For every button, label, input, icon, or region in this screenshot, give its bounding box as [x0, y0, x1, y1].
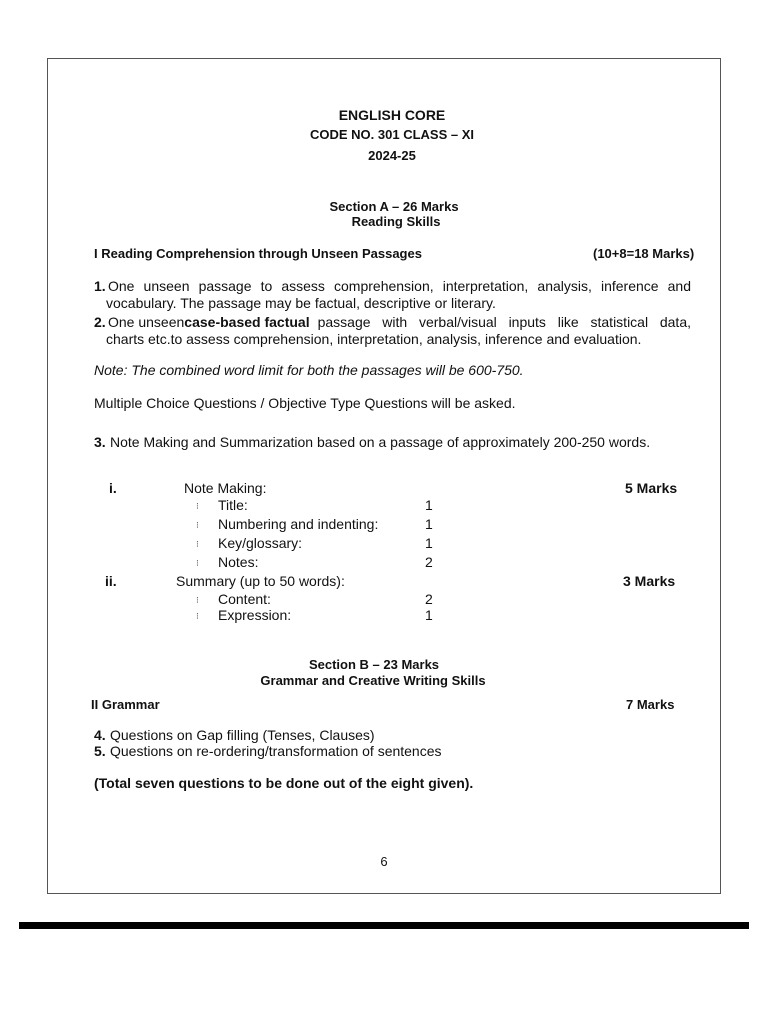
note-item-value: 1	[425, 516, 433, 532]
item-1-line-2: vocabulary. The passage may be factual, descriptive or literary.	[106, 295, 496, 311]
bullet-icon: ⁝	[196, 611, 199, 621]
note-item-label: Title:	[218, 497, 248, 513]
item-2-line-2: charts etc.to assess comprehension, interpretation, analysis, inference and evaluation.	[106, 331, 642, 347]
note-item-label: Numbering and indenting:	[218, 516, 379, 532]
bullet-icon: ⁝	[196, 539, 199, 549]
summary-item-value: 2	[425, 591, 433, 607]
item-1-number: 1.	[94, 278, 106, 294]
document-title: ENGLISH CORE	[338, 107, 446, 123]
bullet-icon: ⁝	[196, 558, 199, 568]
item-2-number: 2.	[94, 314, 106, 330]
grammar-marks: 7 Marks	[626, 697, 675, 712]
note-item-value: 1	[425, 497, 433, 513]
summary-item-value: 1	[425, 607, 433, 623]
grammar-heading: II Grammar	[91, 697, 160, 712]
reading-heading: I Reading Comprehension through Unseen Passages	[94, 246, 422, 261]
note-item-value: 1	[425, 535, 433, 551]
item-2-pre: One unseen	[108, 314, 185, 330]
bottom-divider	[19, 922, 749, 929]
note-making-number: i.	[109, 480, 117, 496]
summary-item-label: Content:	[218, 591, 271, 607]
page-number: 6	[380, 854, 388, 869]
summary-marks: 3 Marks	[623, 573, 676, 589]
bullet-icon: ⁝	[196, 520, 199, 530]
code-class: CODE NO. 301 CLASS – XI	[310, 127, 474, 142]
note-item-value: 2	[425, 554, 433, 570]
note-item-label: Key/glossary:	[218, 535, 303, 551]
section-b-subtitle: Grammar and Creative Writing Skills	[260, 673, 486, 688]
note-making-marks: 5 Marks	[625, 480, 678, 496]
item-2-bold: case-based factual	[184, 314, 310, 330]
section-a-subtitle: Reading Skills	[351, 214, 441, 229]
section-b-title: Section B – 23 Marks	[308, 657, 440, 672]
total-questions-note: (Total seven questions to be done out of the eight given).	[94, 775, 474, 791]
academic-year: 2024-25	[368, 148, 416, 163]
summary-label: Summary (up to 50 words):	[176, 573, 345, 589]
bullet-icon: ⁝	[196, 501, 199, 511]
item-4-number: 4.	[94, 727, 106, 743]
item-1-line-1: One unseen passage to assess comprehension, interpretation, analysis, inference and	[108, 278, 691, 294]
item-3-number: 3.	[94, 434, 106, 450]
word-limit-note: Note: The combined word limit for both the passages will be 600-750.	[94, 362, 524, 378]
item-3-text: Note Making and Summarization based on a passage of approximately 200-250 words.	[110, 434, 651, 450]
section-a-title: Section A – 26 Marks	[329, 199, 459, 214]
item-5-number: 5.	[94, 743, 106, 759]
mcq-note: Multiple Choice Questions / Objective Type Questions will be asked.	[94, 395, 516, 411]
item-5-text: Questions on re-ordering/transformation of sentences	[110, 743, 442, 759]
item-4-text: Questions on Gap filling (Tenses, Clauses)	[110, 727, 375, 743]
note-making-label: Note Making:	[184, 480, 267, 496]
note-item-label: Notes:	[218, 554, 259, 570]
summary-item-label: Expression:	[218, 607, 292, 623]
reading-marks: (10+8=18 Marks)	[593, 246, 695, 261]
bullet-icon: ⁝	[196, 595, 199, 605]
item-2-line-1	[108, 314, 691, 330]
item-2-post: passage with verbal/visual inputs like statistical data,	[317, 314, 691, 330]
summary-number: ii.	[105, 573, 117, 589]
page-frame	[47, 58, 721, 894]
